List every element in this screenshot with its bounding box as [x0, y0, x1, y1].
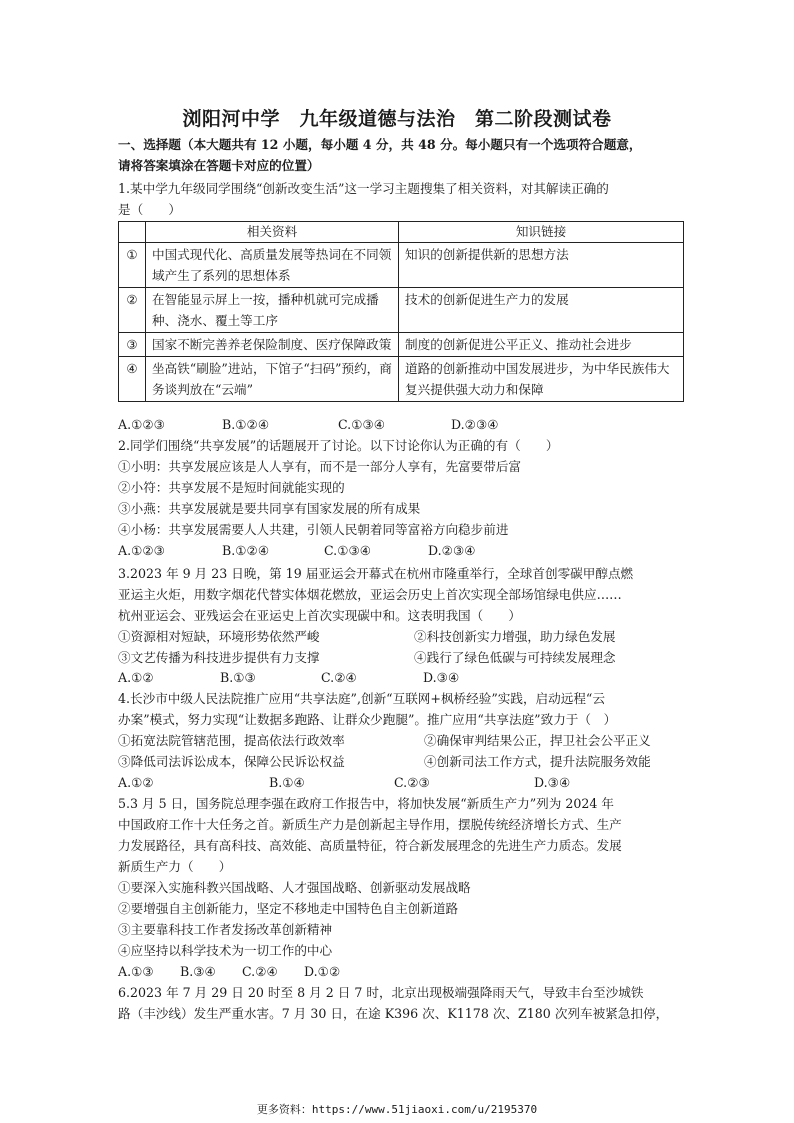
row-material: 国家不断完善养老保险制度、医疗保障政策	[146, 333, 399, 357]
option-b: B.①④	[269, 775, 305, 790]
option-b: B.①②④	[222, 543, 270, 558]
q5-stem-line2: 中国政府工作十大任务之首。新质生产力是创新起主导作用，摆脱传统经济增长方式、生产	[118, 817, 622, 832]
option-a: A.①②③	[118, 543, 165, 558]
q3-stem-line2: 亚运主火炬，用数字烟花代替实体烟花燃放，亚运会历史上首次实现全部场馆绿电供应……	[118, 587, 622, 602]
q5-item-2: ②要增强自主创新能力，坚定不移地走中国特色自主创新道路	[118, 901, 459, 916]
q4-item-1: ①拓宽法院管辖范围，提高依法行政效率	[118, 733, 345, 748]
row-number: ①	[119, 243, 146, 288]
q4-item-3: ③降低司法诉讼成本，保障公民诉讼权益	[118, 754, 345, 769]
option-b: B.①③	[220, 670, 256, 685]
option-d: D.②③④	[451, 417, 499, 432]
option-a: A.①②	[118, 775, 154, 790]
row-material: 中国式现代化、高质量发展等热词在不同领域产生了系列的思想体系	[146, 243, 399, 288]
q3-item-3: ③文艺传播为科技进步提供有力支撑	[118, 650, 320, 665]
q5-stem-line3: 力发展路径，具有高科技、高效能、高质量特征，符合新发展理念的先进生产力质态。发展	[118, 838, 622, 853]
q2-item-4: ④小杨：共享发展需要人人共建，引领人民朝着同等富裕方向稳步前进	[118, 522, 509, 537]
row-material: 坐高铁“刷脸”进站，下馆子“扫码”预约，商务谈判放在“云端”	[146, 357, 399, 402]
row-link: 道路的创新推动中国发展进步，为中华民族伟大复兴提供强大动力和保障	[399, 357, 684, 402]
table-row	[119, 243, 684, 288]
option-d: D.①②	[304, 964, 341, 979]
q3-stem-line3: 杭州亚运会、亚残运会在亚运史上首次实现碳中和。这表明我国（ ）	[118, 608, 521, 623]
row-link: 技术的创新促进生产力的发展	[399, 288, 684, 333]
section-heading-line2: 请将答案填涂在答题卡对应的位置）	[118, 158, 320, 173]
q4-item-2: ②确保审判结果公正，捍卫社会公平正义	[424, 733, 651, 748]
q2-item-3: ③小燕：共享发展就是要共同享有国家发展的所有成果	[118, 501, 421, 516]
option-d: D.③④	[534, 775, 571, 790]
footer-link[interactable]: 更多资料：https://www.51jiaoxi.com/u/2195370	[256, 1103, 538, 1116]
q3-stem-line1: 3.2023 年 9 月 23 日晚，第 19 届亚运会开幕式在杭州市隆重举行，全球首创零碳甲醇点燃	[118, 566, 634, 581]
q3-item-4: ④践行了绿色低碳与可持续发展理念	[414, 650, 616, 665]
row-number: ④	[119, 357, 146, 402]
option-a: A.①②③	[118, 417, 165, 432]
q2-item-1: ①小明：共享发展应该是人人享有，而不是一部分人享有，先富要带后富	[118, 459, 521, 474]
q1-table-header-link: 知识链接	[399, 222, 684, 243]
q1-stem-line2: 是（ ）	[118, 202, 181, 217]
option-c: C.②④	[321, 670, 357, 685]
q6-stem-line1: 6.2023 年 7 月 29 日 20 时至 8 月 2 日 7 时，北京出现极端强降雨天气，导致丰台至沙城铁	[118, 985, 644, 1000]
q5-stem-line4: 新质生产力（ ）	[118, 859, 232, 874]
q4-item-4: ④创新司法工作方式，提升法院服务效能	[424, 754, 651, 769]
option-c: C.②④	[242, 964, 278, 979]
row-number: ③	[119, 333, 146, 357]
q4-stem-line2: 办案”模式，努力实现“让数据多跑路、让群众少跑腿”。推广应用“共享法庭”致力于（ ）	[118, 712, 617, 727]
option-a: A.①②	[118, 670, 154, 685]
row-link: 知识的创新提供新的思想方法	[399, 243, 684, 288]
row-material: 在智能显示屏上一按，播种机就可完成播种、浇水、覆土等工序	[146, 288, 399, 333]
option-b: B.①②④	[222, 417, 270, 432]
q1-stem-line1: 1.某中学九年级同学围绕“创新改变生活”这一学习主题搜集了相关资料，对其解读正确的	[118, 181, 609, 196]
row-number: ②	[119, 288, 146, 333]
option-c: C.①③④	[324, 543, 372, 558]
option-a: A.①③	[118, 964, 154, 979]
q1-table-header-row	[119, 222, 684, 243]
q5-item-3: ③主要靠科技工作者发扬改革创新精神	[118, 922, 333, 937]
q2-item-2: ②小符：共享发展不是短时间就能实现的	[118, 480, 345, 495]
table-row	[119, 357, 684, 402]
option-c: C.①③④	[338, 417, 386, 432]
option-c: C.②③	[394, 775, 430, 790]
q3-item-2: ②科技创新实力增强，助力绿色发展	[414, 629, 616, 644]
q5-item-1: ①要深入实施科教兴国战略、人才强国战略、创新驱动发展战略	[118, 880, 471, 895]
q1-table-header-material: 相关资料	[146, 222, 399, 243]
q1-table-header-num	[119, 222, 146, 243]
q1-table	[118, 221, 684, 402]
q5-item-4: ④应坚持以科学技术为一切工作的中心	[118, 943, 333, 958]
option-d: D.③④	[423, 670, 460, 685]
q6-stem-line2: 路（丰沙线）发生严重水害。7 月 30 日，在途 K396 次、K1178 次、Z180 次列车被紧急扣停，	[118, 1006, 669, 1021]
row-link: 制度的创新促进公平正义、推动社会进步	[399, 333, 684, 357]
table-row	[119, 288, 684, 333]
table-row	[119, 333, 684, 357]
option-b: B.③④	[180, 964, 216, 979]
option-d: D.②③④	[428, 543, 476, 558]
q4-stem-line1: 4.长沙市中级人民法院推广应用“共享法庭”,创新“互联网+枫桥经验”实践，启动远程“云	[118, 691, 605, 706]
q2-stem: 2.同学们围绕“共享发展”的话题展开了讨论。以下讨论你认为正确的有（ ）	[118, 438, 559, 453]
exam-title: 浏阳河中学 九年级道德与法治 第二阶段测试卷	[182, 108, 612, 130]
q3-item-1: ①资源相对短缺，环境形势依然严峻	[118, 629, 320, 644]
q5-stem-line1: 5.3 月 5 日，国务院总理李强在政府工作报告中，将加快发展“新质生产力”列为 2024 年	[118, 796, 614, 811]
section-heading-line1: 一、选择题（本大题共有 12 小题，每小题 4 分，共 48 分。每小题只有一个选项符合题意，	[118, 137, 642, 152]
